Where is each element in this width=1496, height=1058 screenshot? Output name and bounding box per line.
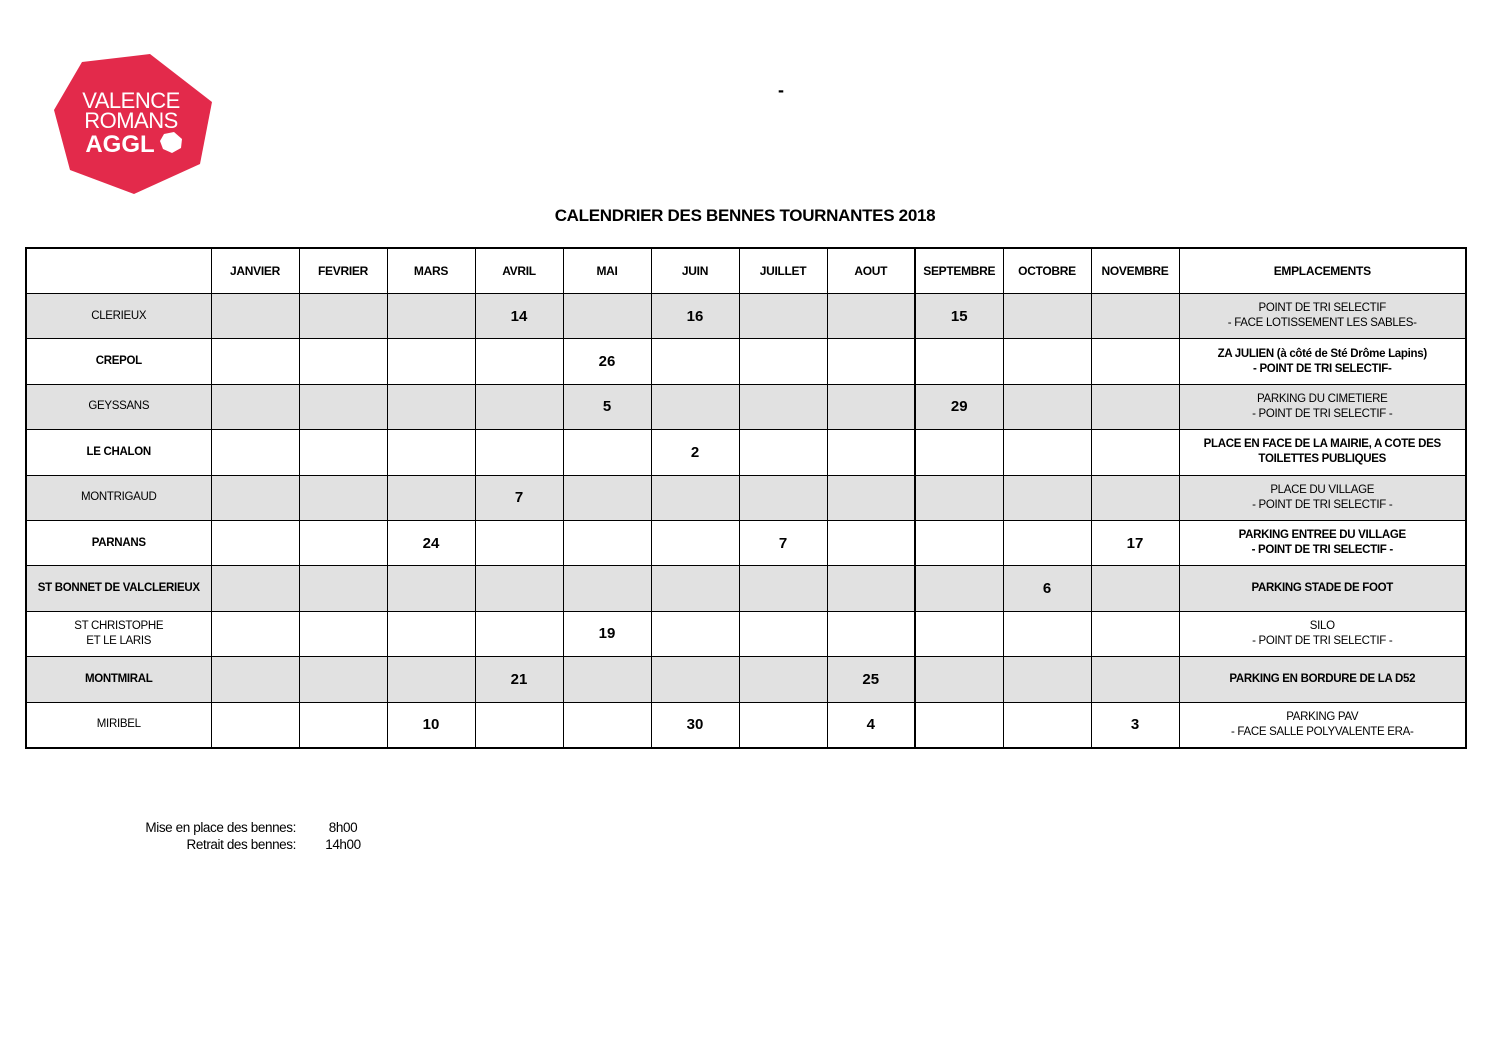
day-cell — [563, 520, 651, 565]
day-cell — [827, 294, 915, 339]
setup-time: 8h00 — [328, 820, 358, 835]
header-month: JUILLET — [739, 248, 827, 294]
header-month: JUIN — [651, 248, 739, 294]
emplacement-text: PARKING PAV - FACE SALLE POLYVALENTE ERA- — [1230, 710, 1414, 738]
day-cell: 7 — [739, 520, 827, 565]
day-cell: 15 — [915, 294, 1003, 339]
day-cell — [1091, 339, 1179, 384]
table-row — [26, 702, 1466, 748]
header-commune — [26, 248, 211, 294]
day-cell: 29 — [915, 384, 1003, 429]
commune-name: GEYSSANS — [88, 400, 150, 413]
day-cell — [739, 384, 827, 429]
day-cell — [475, 430, 563, 475]
day-cell — [739, 475, 827, 520]
day-cell: 16 — [651, 294, 739, 339]
day-cell — [475, 702, 563, 748]
day-cell — [651, 339, 739, 384]
day-cell — [299, 430, 387, 475]
commune-cell — [26, 430, 211, 475]
day-cell — [387, 611, 475, 656]
emplacement-text: PARKING STADE DE FOOT — [1251, 582, 1393, 595]
commune-cell — [26, 702, 211, 748]
day-cell — [211, 566, 299, 611]
day-cell — [739, 702, 827, 748]
day-cell — [1003, 475, 1091, 520]
day-cell — [1003, 430, 1091, 475]
table-row — [26, 475, 1466, 520]
day-cell — [1091, 430, 1179, 475]
day-cell — [563, 475, 651, 520]
day-cell: 17 — [1091, 520, 1179, 565]
day-cell: 30 — [651, 702, 739, 748]
emplacement-text: PARKING DU CIMETIERE - POINT DE TRI SELECTIF - — [1252, 392, 1393, 420]
day-cell — [827, 475, 915, 520]
emplacement-cell — [1179, 520, 1466, 565]
emplacement-cell — [1179, 611, 1466, 656]
commune-name: MONTMIRAL — [84, 672, 153, 685]
day-cell: 7 — [475, 475, 563, 520]
day-cell — [827, 566, 915, 611]
commune-cell — [26, 520, 211, 565]
table-header-row — [26, 248, 1466, 294]
emplacement-cell — [1179, 657, 1466, 702]
day-cell — [915, 566, 1003, 611]
header-month: JANVIER — [211, 248, 299, 294]
emplacement-cell — [1179, 430, 1466, 475]
emplacement-text: PARKING EN BORDURE DE LA D52 — [1229, 672, 1416, 685]
day-cell — [211, 520, 299, 565]
day-cell — [739, 430, 827, 475]
emplacement-text: PARKING ENTREE DU VILLAGE - POINT DE TRI SELECTIF - — [1238, 529, 1406, 557]
header-month: OCTOBRE — [1003, 248, 1091, 294]
footer-labels — [110, 819, 296, 853]
day-cell — [211, 294, 299, 339]
day-cell — [387, 339, 475, 384]
commune-cell — [26, 294, 211, 339]
day-cell: 21 — [475, 657, 563, 702]
day-cell — [651, 566, 739, 611]
setup-label: Mise en place des bennes: — [145, 820, 296, 835]
day-cell: 25 — [827, 657, 915, 702]
removal-time: 14h00 — [325, 837, 361, 852]
commune-name: LE CHALON — [86, 445, 151, 458]
day-cell: 10 — [387, 702, 475, 748]
day-cell — [1003, 702, 1091, 748]
emplacement-text: SILO - POINT DE TRI SELECTIF - — [1252, 619, 1393, 647]
day-cell: 14 — [475, 294, 563, 339]
commune-name: ST BONNET DE VALCLERIEUX — [37, 582, 200, 595]
day-cell — [1091, 294, 1179, 339]
day-cell — [651, 657, 739, 702]
bennes-calendar-table — [25, 247, 1467, 749]
emplacement-text: ZA JULIEN (à côté de Sté Drôme Lapins) - POINT DE TRI SELECTIF- — [1217, 347, 1427, 375]
day-cell — [563, 702, 651, 748]
day-cell — [299, 702, 387, 748]
day-cell — [299, 520, 387, 565]
day-cell — [563, 430, 651, 475]
day-cell — [915, 657, 1003, 702]
day-cell — [1091, 611, 1179, 656]
header-dash: - — [778, 80, 784, 100]
day-cell — [387, 430, 475, 475]
day-cell — [915, 430, 1003, 475]
commune-name: CLERIEUX — [91, 309, 147, 322]
table-row — [26, 339, 1466, 384]
day-cell — [1003, 294, 1091, 339]
day-cell — [387, 294, 475, 339]
day-cell — [475, 520, 563, 565]
header-month: FEVRIER — [299, 248, 387, 294]
day-cell — [1091, 475, 1179, 520]
day-cell — [563, 566, 651, 611]
header-month: MARS — [387, 248, 475, 294]
day-cell — [739, 611, 827, 656]
day-cell: 19 — [563, 611, 651, 656]
day-cell — [827, 611, 915, 656]
commune-cell — [26, 566, 211, 611]
commune-cell — [26, 384, 211, 429]
commune-cell — [26, 611, 211, 656]
day-cell — [1091, 657, 1179, 702]
day-cell — [915, 702, 1003, 748]
emplacement-text: POINT DE TRI SELECTIF - FACE LOTISSEMENT LES SABLES- — [1227, 302, 1417, 330]
emplacement-cell — [1179, 475, 1466, 520]
table-row — [26, 294, 1466, 339]
emplacement-cell — [1179, 339, 1466, 384]
day-cell — [739, 657, 827, 702]
day-cell — [299, 611, 387, 656]
table-row — [26, 384, 1466, 429]
logo-line-2: ROMANS — [84, 108, 178, 133]
day-cell — [387, 566, 475, 611]
day-cell — [915, 339, 1003, 384]
table-body — [26, 294, 1466, 749]
day-cell — [915, 611, 1003, 656]
day-cell — [1091, 566, 1179, 611]
emplacement-cell — [1179, 384, 1466, 429]
table-row — [26, 566, 1466, 611]
valence-romans-agglo-logo — [52, 52, 214, 196]
day-cell — [211, 611, 299, 656]
document-title: CALENDRIER DES BENNES TOURNANTES 2018 — [554, 206, 936, 225]
day-cell: 26 — [563, 339, 651, 384]
day-cell — [1003, 520, 1091, 565]
day-cell — [475, 339, 563, 384]
emplacement-cell — [1179, 702, 1466, 748]
emplacement-cell — [1179, 566, 1466, 611]
day-cell — [211, 384, 299, 429]
commune-cell — [26, 339, 211, 384]
table-row — [26, 430, 1466, 475]
day-cell — [1091, 384, 1179, 429]
table-row — [26, 520, 1466, 565]
day-cell: 4 — [827, 702, 915, 748]
day-cell — [211, 657, 299, 702]
day-cell — [827, 430, 915, 475]
commune-name: MONTRIGAUD — [80, 491, 157, 504]
day-cell — [739, 294, 827, 339]
day-cell — [299, 294, 387, 339]
day-cell — [387, 657, 475, 702]
day-cell — [651, 475, 739, 520]
day-cell — [1003, 611, 1091, 656]
day-cell — [387, 384, 475, 429]
emplacement-text: PLACE EN FACE DE LA MAIRIE, A COTE DES TOILETTES PUBLIQUES — [1203, 438, 1441, 466]
day-cell: 5 — [563, 384, 651, 429]
day-cell: 24 — [387, 520, 475, 565]
day-cell — [299, 384, 387, 429]
day-cell — [299, 566, 387, 611]
day-cell — [299, 339, 387, 384]
logo-line-1: VALENCE — [82, 88, 180, 113]
day-cell — [1003, 339, 1091, 384]
day-cell — [651, 384, 739, 429]
commune-name: PARNANS — [91, 536, 146, 549]
header-month: NOVEMBRE — [1091, 248, 1179, 294]
day-cell — [915, 520, 1003, 565]
day-cell — [475, 566, 563, 611]
header-emplacements: EMPLACEMENTS — [1179, 248, 1466, 294]
day-cell — [1003, 384, 1091, 429]
day-cell — [211, 702, 299, 748]
day-cell — [211, 339, 299, 384]
day-cell — [739, 566, 827, 611]
commune-cell — [26, 657, 211, 702]
table-row — [26, 611, 1466, 656]
day-cell — [563, 294, 651, 339]
day-cell — [651, 611, 739, 656]
table-row — [26, 657, 1466, 702]
day-cell — [475, 384, 563, 429]
commune-cell — [26, 475, 211, 520]
removal-label: Retrait des bennes: — [186, 837, 296, 852]
commune-name: ST CHRISTOPHE ET LE LARIS — [74, 619, 164, 647]
day-cell — [827, 384, 915, 429]
commune-name: MIRIBEL — [96, 718, 141, 731]
day-cell — [651, 520, 739, 565]
day-cell — [299, 475, 387, 520]
day-cell: 6 — [1003, 566, 1091, 611]
emplacement-cell — [1179, 294, 1466, 339]
header-month: AVRIL — [475, 248, 563, 294]
header-month: MAI — [563, 248, 651, 294]
day-cell — [827, 339, 915, 384]
header-month: SEPTEMBRE — [915, 248, 1003, 294]
day-cell — [299, 657, 387, 702]
day-cell — [827, 520, 915, 565]
day-cell — [211, 430, 299, 475]
day-cell — [563, 657, 651, 702]
logo-line-3: AGGL — [85, 131, 155, 158]
day-cell — [739, 339, 827, 384]
day-cell: 3 — [1091, 702, 1179, 748]
day-cell — [387, 475, 475, 520]
footer-values — [316, 819, 370, 853]
header-month: AOUT — [827, 248, 915, 294]
day-cell — [475, 611, 563, 656]
emplacement-text: PLACE DU VILLAGE - POINT DE TRI SELECTIF - — [1252, 483, 1393, 511]
day-cell — [1003, 657, 1091, 702]
day-cell — [915, 475, 1003, 520]
day-cell — [211, 475, 299, 520]
commune-name: CREPOL — [95, 355, 142, 368]
day-cell: 2 — [651, 430, 739, 475]
